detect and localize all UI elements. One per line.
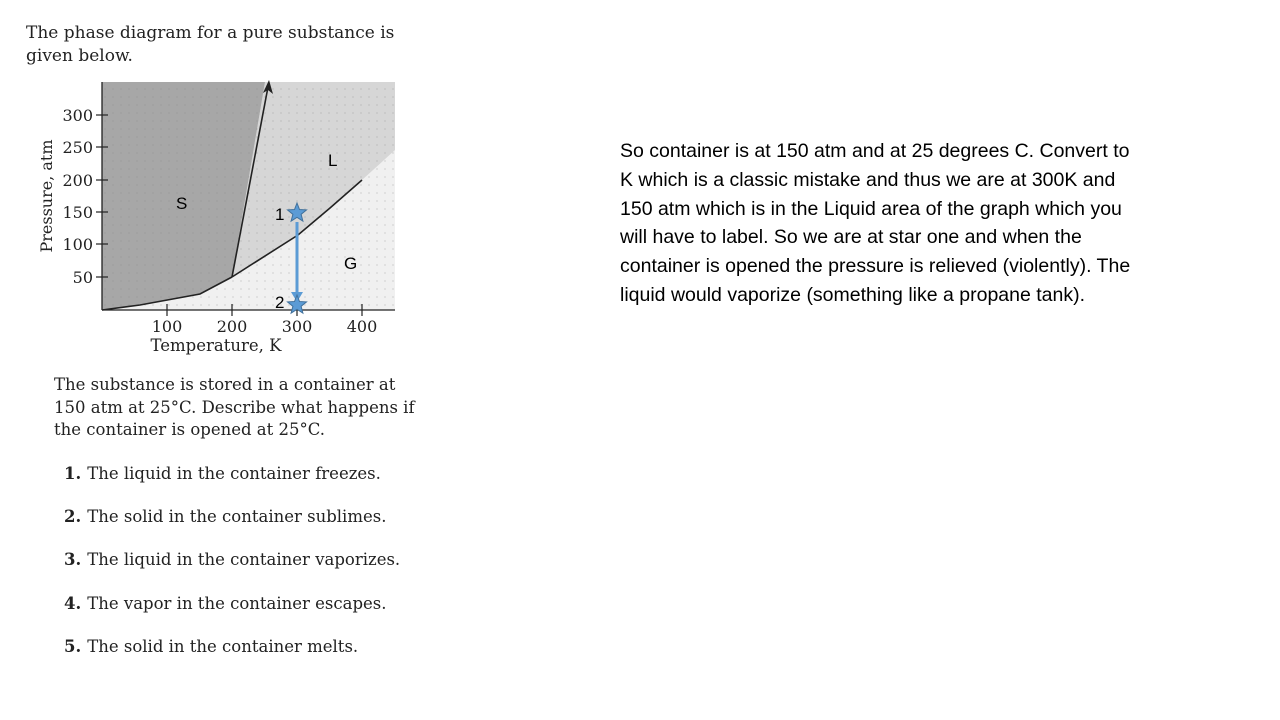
phase-diagram (0, 0, 600, 370)
solid-region-label: S (176, 194, 188, 213)
y-tick-250: 250 (62, 138, 93, 157)
choice-1 (64, 464, 381, 483)
y-axis-label: Pressure, atm (37, 139, 56, 253)
choice-4 (64, 594, 387, 613)
gas-region-label: G (344, 254, 358, 273)
y-tick-50: 50 (72, 268, 93, 287)
y-tick-100: 100 (62, 235, 93, 254)
dotted-grid (102, 82, 395, 310)
x-axis-label: Temperature, K (150, 336, 282, 355)
choice-text: The liquid in the container freezes. (87, 464, 381, 483)
choice-number: 2. (64, 507, 82, 526)
x-tick-300: 300 (281, 317, 313, 336)
choice-number: 1. (64, 464, 82, 483)
y-tick-200: 200 (62, 171, 93, 190)
point-2-label: 2 (275, 293, 285, 312)
x-tick-100: 100 (151, 317, 183, 336)
problem-intro: The phase diagram for a pure substance is given below. (26, 23, 395, 66)
y-tick-300: 300 (62, 106, 93, 125)
choice-5 (64, 637, 358, 656)
choice-number: 4. (64, 594, 82, 613)
choice-text: The solid in the container melts. (87, 637, 359, 656)
choice-text: The liquid in the container vaporizes. (87, 550, 401, 569)
question-text: The substance is stored in a container at 150 atm at 25°C. Describe what happens if the container is opened at 25°C. (54, 375, 415, 439)
explanation-text: So container is at 150 atm and at 25 degrees C. Convert to K which is a classic mistake and thus we are at 300K and 150 atm which is in the Liquid area of the graph which you will have to label. So we are at star one and when the container is opened the pressure is relieved (violently). The liquid would vaporize (something like a propane tank). (620, 140, 1131, 306)
choice-2 (64, 507, 386, 526)
liquid-region-label: L (328, 151, 338, 170)
choice-3 (64, 550, 400, 569)
x-tick-200: 200 (216, 317, 248, 336)
choice-number: 5. (64, 637, 82, 656)
x-tick-400: 400 (346, 317, 378, 336)
y-tick-150: 150 (62, 203, 93, 222)
point-1-label: 1 (275, 205, 285, 224)
choice-text: The solid in the container sublimes. (87, 507, 387, 526)
choice-number: 3. (64, 550, 82, 569)
choice-text: The vapor in the container escapes. (87, 594, 387, 613)
